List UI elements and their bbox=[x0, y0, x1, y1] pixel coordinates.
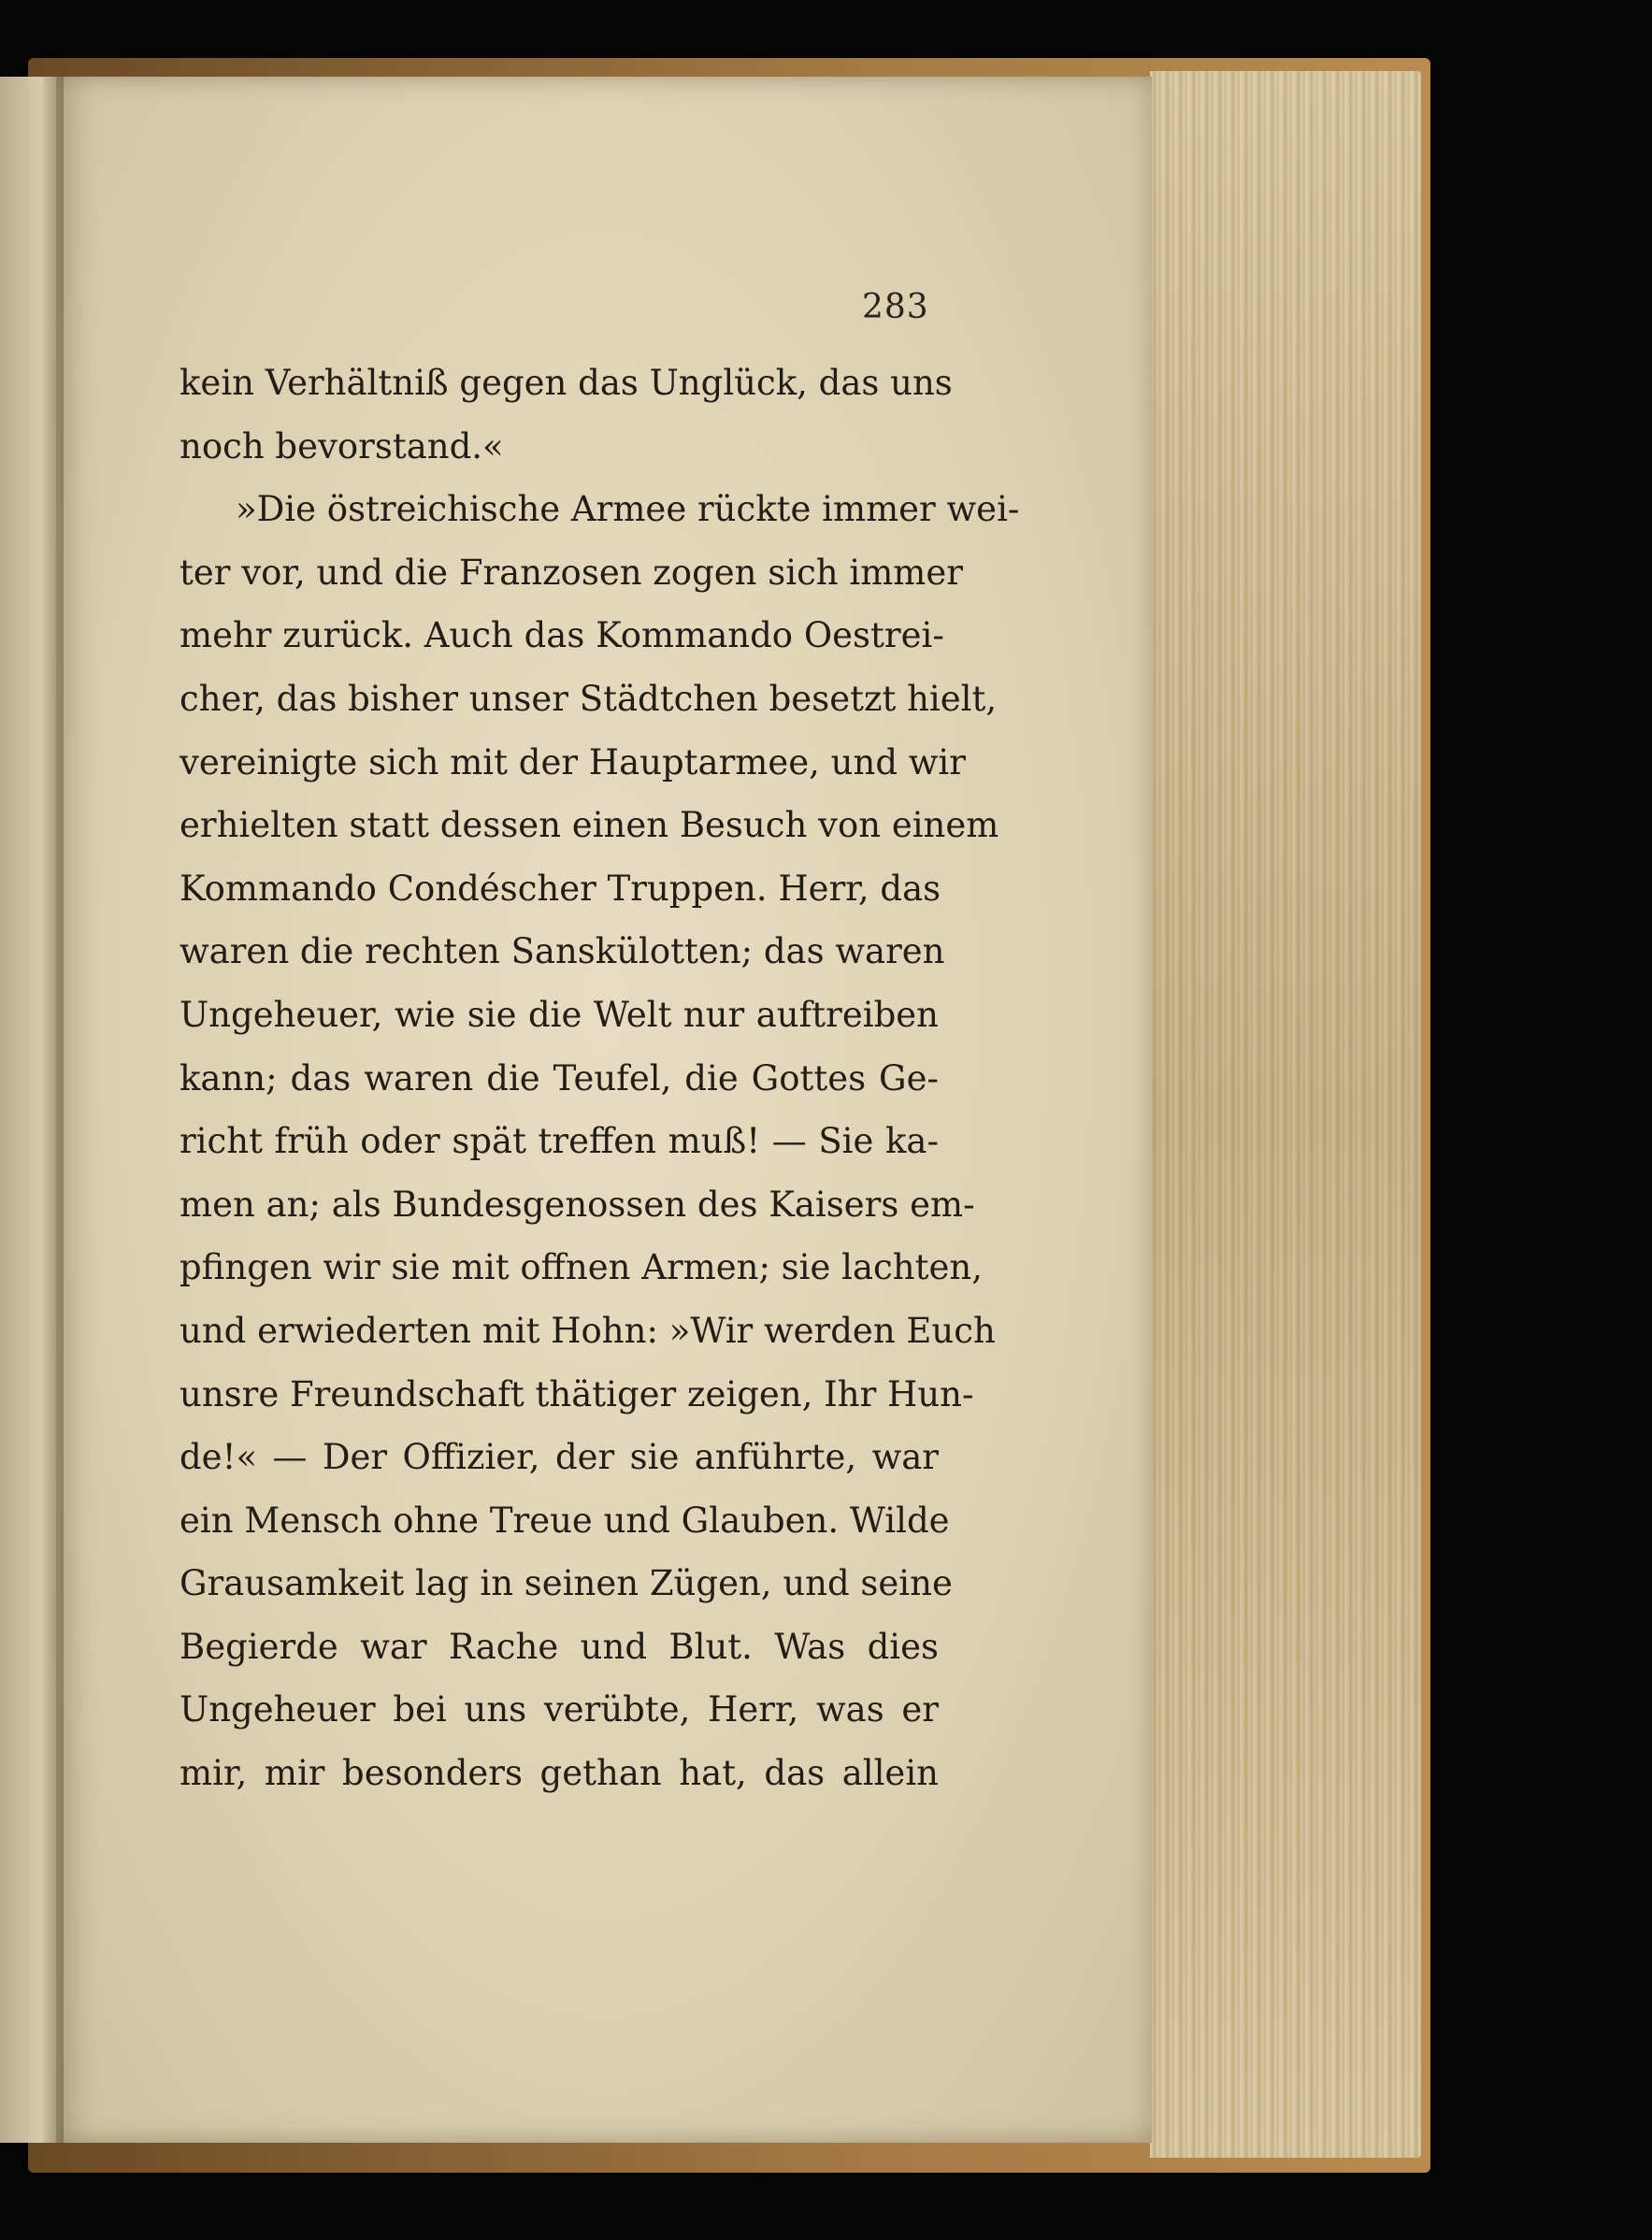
text-line: waren die rechten Sanskülotten; das waren bbox=[180, 931, 945, 972]
text-line: erhielten statt dessen einen Besuch von einem bbox=[180, 805, 999, 846]
book-page bbox=[56, 77, 1152, 2143]
text-line: Grausamkeit lag in seinen Zügen, und seine bbox=[180, 1563, 953, 1604]
text-line: pfingen wir sie mit offnen Armen; sie lachten, bbox=[180, 1247, 983, 1288]
text-line: »Die östreichische Armee rückte immer wei- bbox=[236, 489, 1020, 530]
page-stack-edge bbox=[1150, 71, 1421, 2158]
text-line: mehr zurück. Auch das Kommando Oestrei- bbox=[180, 615, 944, 656]
text-line: unsre Freundschaft thätiger zeigen, Ihr Hun- bbox=[180, 1373, 974, 1414]
text-line: noch bevorstand.« bbox=[180, 425, 504, 467]
text-line: kann; das waren die Teufel, die Gottes Ge- bbox=[180, 1057, 939, 1098]
text-line: Ungeheuer bei uns verübte, Herr, was er bbox=[180, 1689, 939, 1730]
text-line: Kommando Condéscher Truppen. Herr, das bbox=[180, 868, 941, 909]
text-line: Begierde war Rache und Blut. Was dies bbox=[180, 1626, 939, 1667]
text-line: kein Verhältniß gegen das Unglück, das uns bbox=[180, 363, 953, 403]
text-line: ter vor, und die Franzosen zogen sich immer bbox=[180, 552, 963, 593]
text-line: mir, mir besonders gethan hat, das allein bbox=[180, 1753, 939, 1794]
text-line: Ungeheuer, wie sie die Welt nur auftreiben bbox=[180, 994, 939, 1035]
page-text bbox=[180, 352, 1020, 1805]
text-line: vereinigte sich mit der Hauptarmee, und wir bbox=[180, 741, 966, 783]
gutter-shadow bbox=[43, 77, 64, 2143]
text-line: richt früh oder spät treffen muß! — Sie ka- bbox=[180, 1121, 939, 1162]
text-line: de!« — Der Offizier, der sie anführte, war bbox=[180, 1437, 939, 1478]
text-line: ein Mensch ohne Treue und Glauben. Wilde bbox=[180, 1500, 950, 1541]
text-line: cher, das bisher unser Städtchen besetzt hielt, bbox=[180, 678, 998, 719]
text-line: men an; als Bundesgenossen des Kaisers em- bbox=[180, 1184, 975, 1225]
page-number: 283 bbox=[862, 288, 929, 326]
text-line: und erwiederten mit Hohn: »Wir werden Euch bbox=[180, 1310, 996, 1351]
